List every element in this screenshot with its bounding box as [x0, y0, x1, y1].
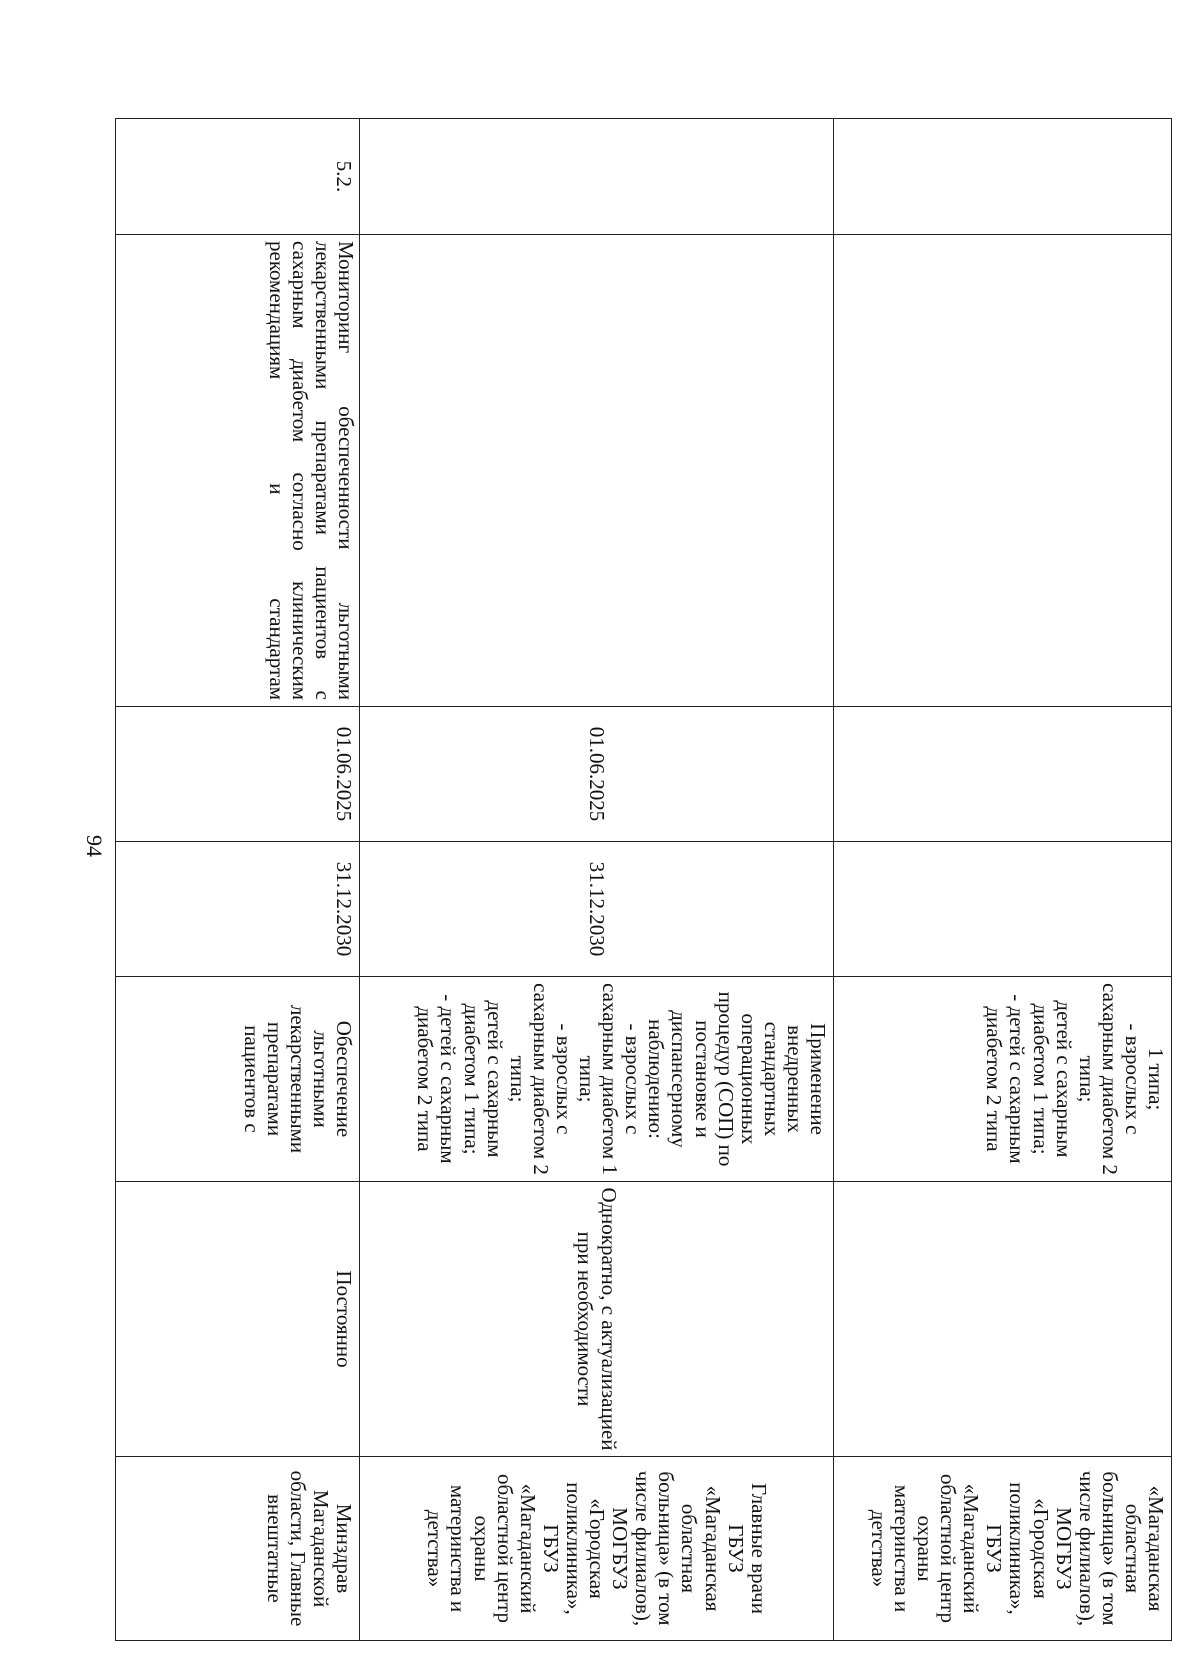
expected-result: 1 типа; - взрослых с сахарным диабетом 2 типа; детей с сахарным диабетом 1 типа; - детей с сахарным диабетом 2 типа [834, 977, 1172, 1182]
measure-name: Мониторинг обеспеченности льготными лекарственными препаратами пациентов с сахарным диабетом согласно клиническим рекомендациям и стандартам [116, 235, 360, 707]
table-row [834, 119, 1172, 1641]
plan-table [115, 118, 1172, 1641]
responsible: Главные врачи ГБУЗ «Магаданская областная больница» (в том числе филиалов), МОГБУЗ «Городская поликлиника», ГБУЗ «Магаданский областной центр охраны материнства и детства» [360, 1457, 834, 1641]
page-number: 94 [82, 835, 107, 857]
end-date [834, 842, 1172, 977]
start-date: 01.06.2025 [116, 707, 360, 842]
start-date: 01.06.2025 [360, 707, 834, 842]
rotated-table-container [116, 118, 1172, 1640]
end-date: 31.12.2030 [360, 842, 834, 977]
end-date: 31.12.2030 [116, 842, 360, 977]
period: Постоянно [116, 1182, 360, 1457]
table-row [360, 119, 834, 1641]
responsible: Минздрав Магаданской области, Главные внештатные [116, 1457, 360, 1641]
measure-name [834, 235, 1172, 707]
responsible: «Магаданская областная больница» (в том числе филиалов), МОГБУЗ «Городская поликлиника», ГБУЗ «Магаданский областной центр охраны материнства и детства» [834, 1457, 1172, 1641]
row-number [360, 119, 834, 235]
start-date [834, 707, 1172, 842]
row-number [834, 119, 1172, 235]
expected-result: Применение внедренных стандартных операционных процедур (СОП) по постановке и диспансерному наблюдению: - взрослых с сахарным диабетом 1 типа; - взрослых с сахарным диабетом 2 типа; детей с сахарным диабетом 1 типа; - детей с сахарным диабетом 2 типа [360, 977, 834, 1182]
table-row [116, 119, 360, 1641]
measure-name [360, 235, 834, 707]
row-number: 5.2. [116, 119, 360, 235]
expected-result: Обеспечение льготными лекарственными препаратами пациентов с [116, 977, 360, 1182]
period [834, 1182, 1172, 1457]
period: Однократно, с актуализацией при необходимости [360, 1182, 834, 1457]
